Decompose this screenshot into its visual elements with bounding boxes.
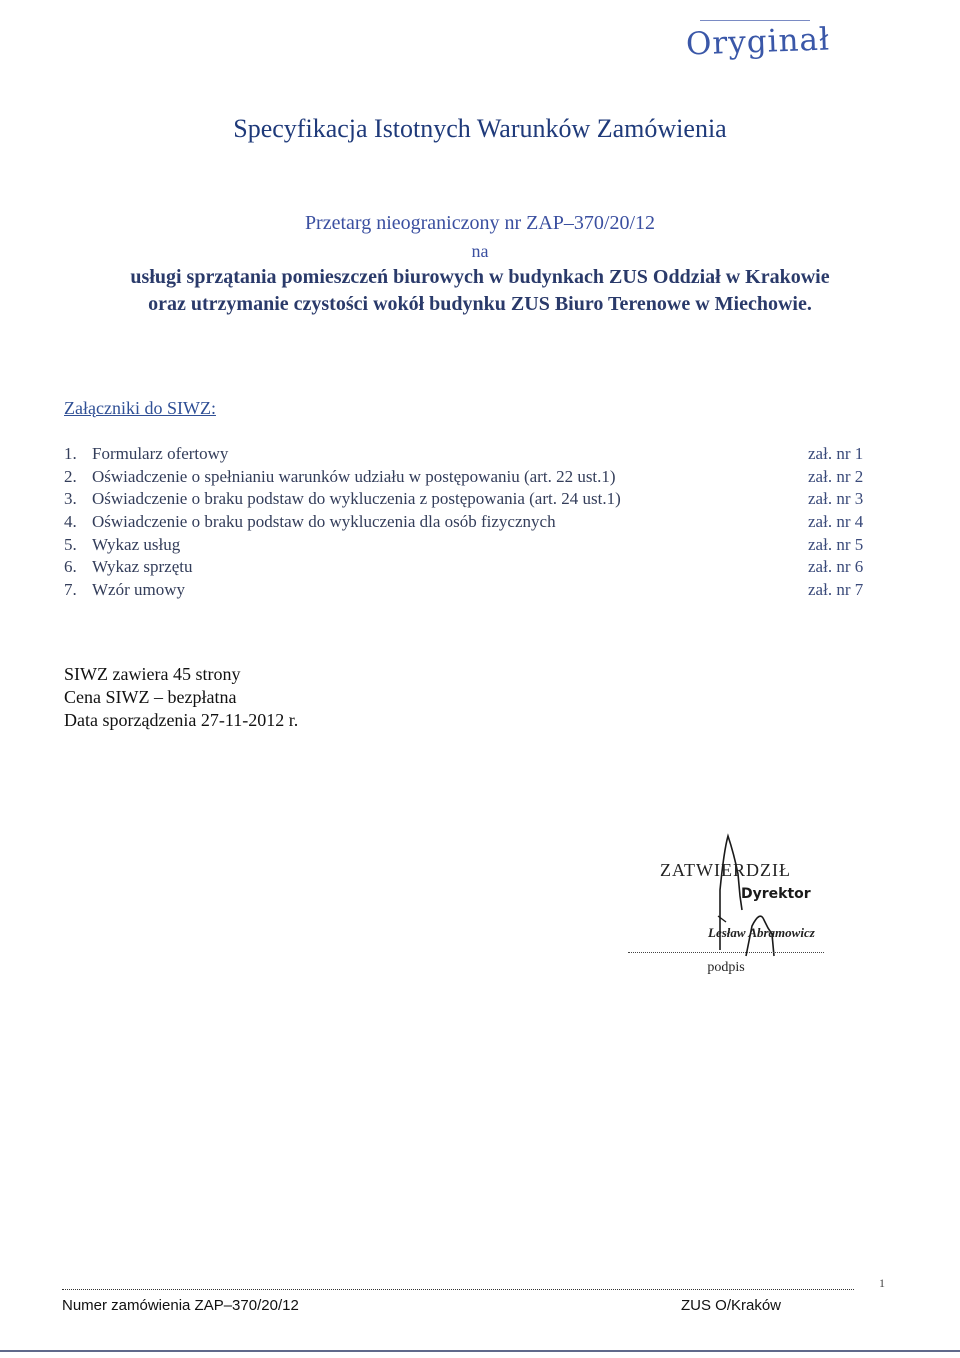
item-number: 1. [64,444,77,463]
tender-number: Przetarg nieograniczony nr ZAP–370/20/12 [304,212,656,234]
signer-name: Lesław Abramowicz [708,925,815,940]
tender-connector: na [471,241,489,261]
item-ref: zał. nr 5 [808,534,864,554]
item-text: Wykaz usług [92,534,181,554]
item-text: Oświadczenie o braku podstaw do wykluczenia z postępowania (art. 24 ust.1) [92,489,621,509]
item-ref: zał. nr 4 [808,512,864,532]
item-text: Wykaz sprzętu [92,557,193,577]
item-ref: zał. nr 7 [808,580,864,600]
footer-unit: ZUS O/Kraków [681,1297,782,1314]
scan-edge-line [0,1350,960,1352]
item-ref: zał. nr 6 [808,557,864,577]
signature-label: podpis [707,960,745,975]
list-item [64,579,874,602]
date-info: Data sporządzenia 27-11-2012 r. [64,710,299,730]
item-text: Oświadczenie o braku podstaw do wykluczenia dla osób fizycznych [92,512,556,532]
item-ref: zał. nr 2 [808,466,864,486]
page-number: 1 [879,1276,885,1290]
footer-divider [62,1289,854,1290]
attachments-list [64,443,874,602]
tender-subject-line1: usługi sprzątania pomieszczeń biurowych w budynkach ZUS Oddział w Krakowie [130,266,830,288]
item-number: 5. [64,534,77,554]
director-title: Dyrektor [741,886,811,902]
item-ref: zał. nr 1 [808,444,864,463]
page-count-info: SIWZ zawiera 45 strony [64,664,241,684]
stamp-underline [700,20,810,21]
list-item [64,556,874,579]
list-item [64,511,874,534]
item-ref: zał. nr 3 [808,489,864,509]
item-text: Formularz ofertowy [92,444,229,463]
list-item [64,534,874,557]
footer-order-number: Numer zamówienia ZAP–370/20/12 [62,1297,299,1314]
signature-line [628,952,824,953]
item-text: Oświadczenie o spełnianiu warunków udziału w postępowaniu (art. 22 ust.1) [92,466,616,486]
approval-block [620,830,860,990]
list-item [64,443,874,466]
item-number: 7. [64,580,77,600]
item-text: Wzór umowy [92,580,186,600]
price-info: Cena SIWZ – bezpłatna [64,687,237,707]
approved-label: ZATWIERDZIŁ [660,860,791,880]
item-number: 3. [64,489,77,509]
item-number: 2. [64,466,77,486]
tender-subject-line2: oraz utrzymanie czystości wokół budynku ZUS Biuro Terenowe w Miechowie. [148,293,812,315]
attachments-heading: Załączniki do SIWZ: [64,398,216,418]
list-item [64,466,874,489]
item-number: 6. [64,557,77,577]
item-number: 4. [64,512,77,532]
list-item [64,488,874,511]
original-stamp: Oryginał [685,21,831,63]
document-title: Specyfikacja Istotnych Warunków Zamówienia [233,114,727,143]
